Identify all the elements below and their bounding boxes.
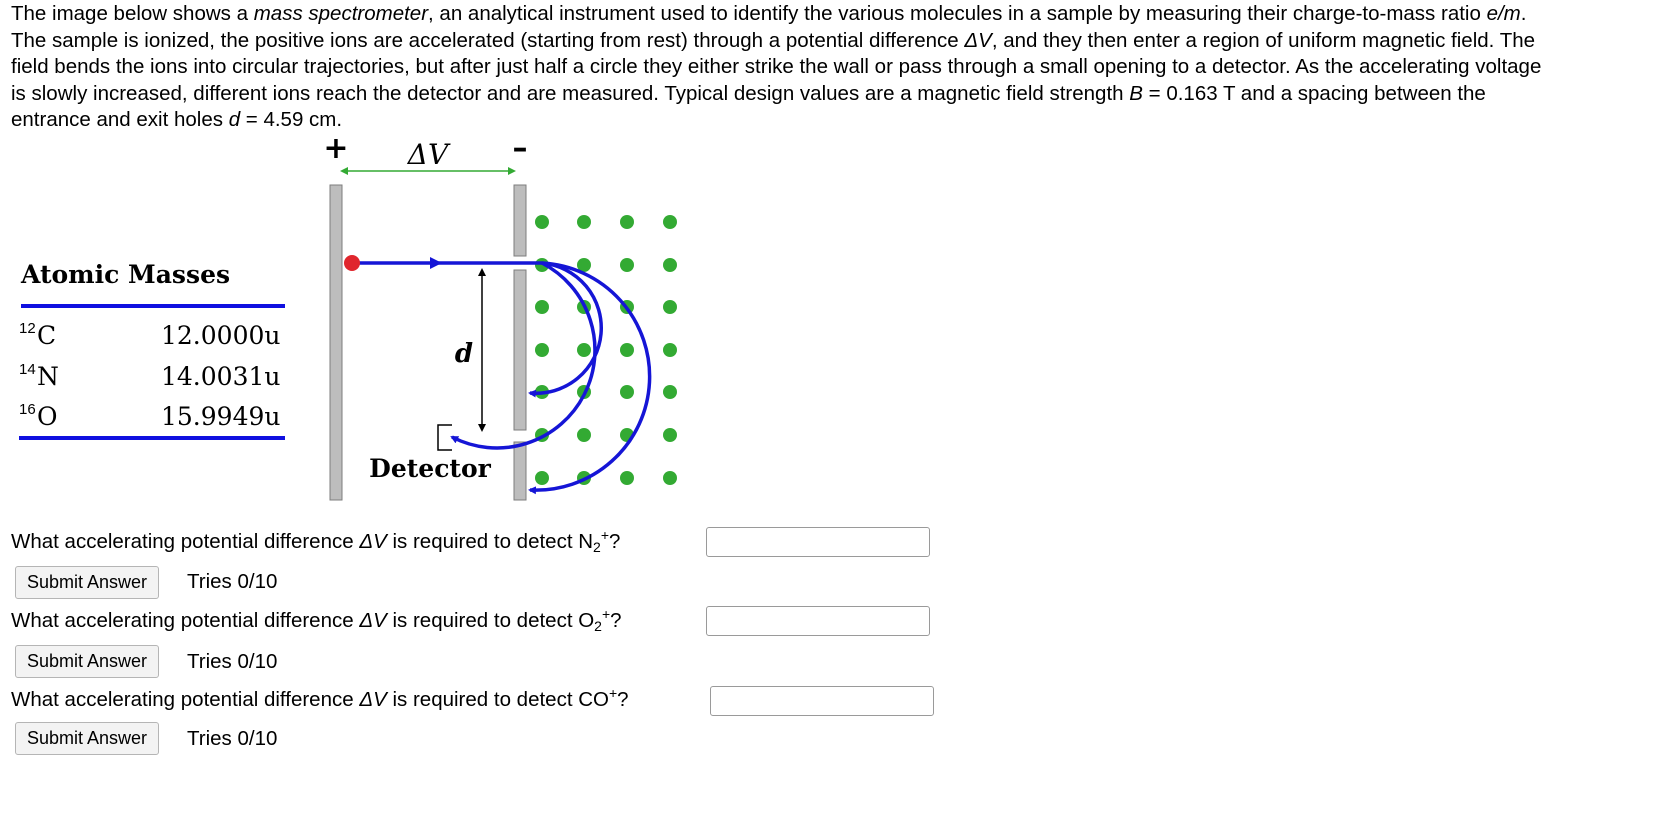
question-3-submit-button[interactable]: Submit Answer xyxy=(15,722,159,755)
detector-label: Detector xyxy=(369,454,491,483)
isotope-n14-symbol: N xyxy=(37,362,59,391)
positive-plate xyxy=(330,185,342,500)
isotope-c12-mass-number: 12 xyxy=(19,320,36,337)
mass-spectrometer-diagram xyxy=(0,130,720,530)
question-1-submit-button[interactable]: Submit Answer xyxy=(15,566,159,599)
negative-plate-bottom xyxy=(514,442,526,500)
detector-bracket xyxy=(438,425,452,450)
delta-v-label: ΔV xyxy=(407,138,449,171)
problem-statement: The image below shows a mass spectrometer, an analytical instrument used to identify the various molecules in a sample by measuring their charge-to-mass ratio e/m. The sample is ionized, the positive ions are accelerated (starting from rest) through a potential difference ΔV, and they then enter a region of uniform magnetic field. The field bends the ions into circular trajectories, but after just half a circle they either strike the wall or pass through a small opening to a detector. As the accelerating voltage is slowly increased, different ions reach the detector and are measured. Typical design values are a magnetic field strength B = 0.163 T and a spacing between the entrance and exit holes d = 4.59 cm. xyxy=(11,2,1542,131)
negative-plate-middle xyxy=(514,270,526,430)
atomic-masses-title: Atomic Masses xyxy=(21,260,231,289)
question-3-tries: Tries 0/10 xyxy=(187,727,278,750)
question-2-answer-input[interactable] xyxy=(706,606,930,636)
magnetic-field-dots xyxy=(535,215,677,485)
question-3-text: What accelerating potential difference ΔV is required to detect CO+? xyxy=(11,685,629,711)
question-3-answer-input[interactable] xyxy=(710,686,934,716)
isotope-o16-mass-number: 16 xyxy=(19,401,36,418)
question-2-tries: Tries 0/10 xyxy=(187,650,278,673)
isotope-c12-symbol: C xyxy=(37,321,57,350)
isotope-o16-mass: 15.9949u xyxy=(161,402,281,431)
negative-plate-top xyxy=(514,185,526,256)
question-2-submit-button[interactable]: Submit Answer xyxy=(15,645,159,678)
isotope-n14-mass: 14.0031u xyxy=(161,362,281,391)
ion-direction-arrow xyxy=(430,257,442,269)
isotope-n14-mass-number: 14 xyxy=(19,361,36,378)
d-label: d xyxy=(454,339,474,369)
isotope-c12-mass: 12.0000u xyxy=(161,321,281,350)
minus-sign: – xyxy=(512,131,528,166)
question-2-text: What accelerating potential difference ΔV is required to detect $O_2^+$? xyxy=(11,606,622,634)
plus-sign: + xyxy=(323,131,349,166)
isotope-o16-symbol: O xyxy=(37,402,58,431)
question-1-tries: Tries 0/10 xyxy=(187,570,278,593)
ion xyxy=(344,255,360,271)
question-1-answer-input[interactable] xyxy=(706,527,930,557)
question-1-text: What accelerating potential difference ΔV is required to detect $N_2^+$? xyxy=(11,527,621,555)
